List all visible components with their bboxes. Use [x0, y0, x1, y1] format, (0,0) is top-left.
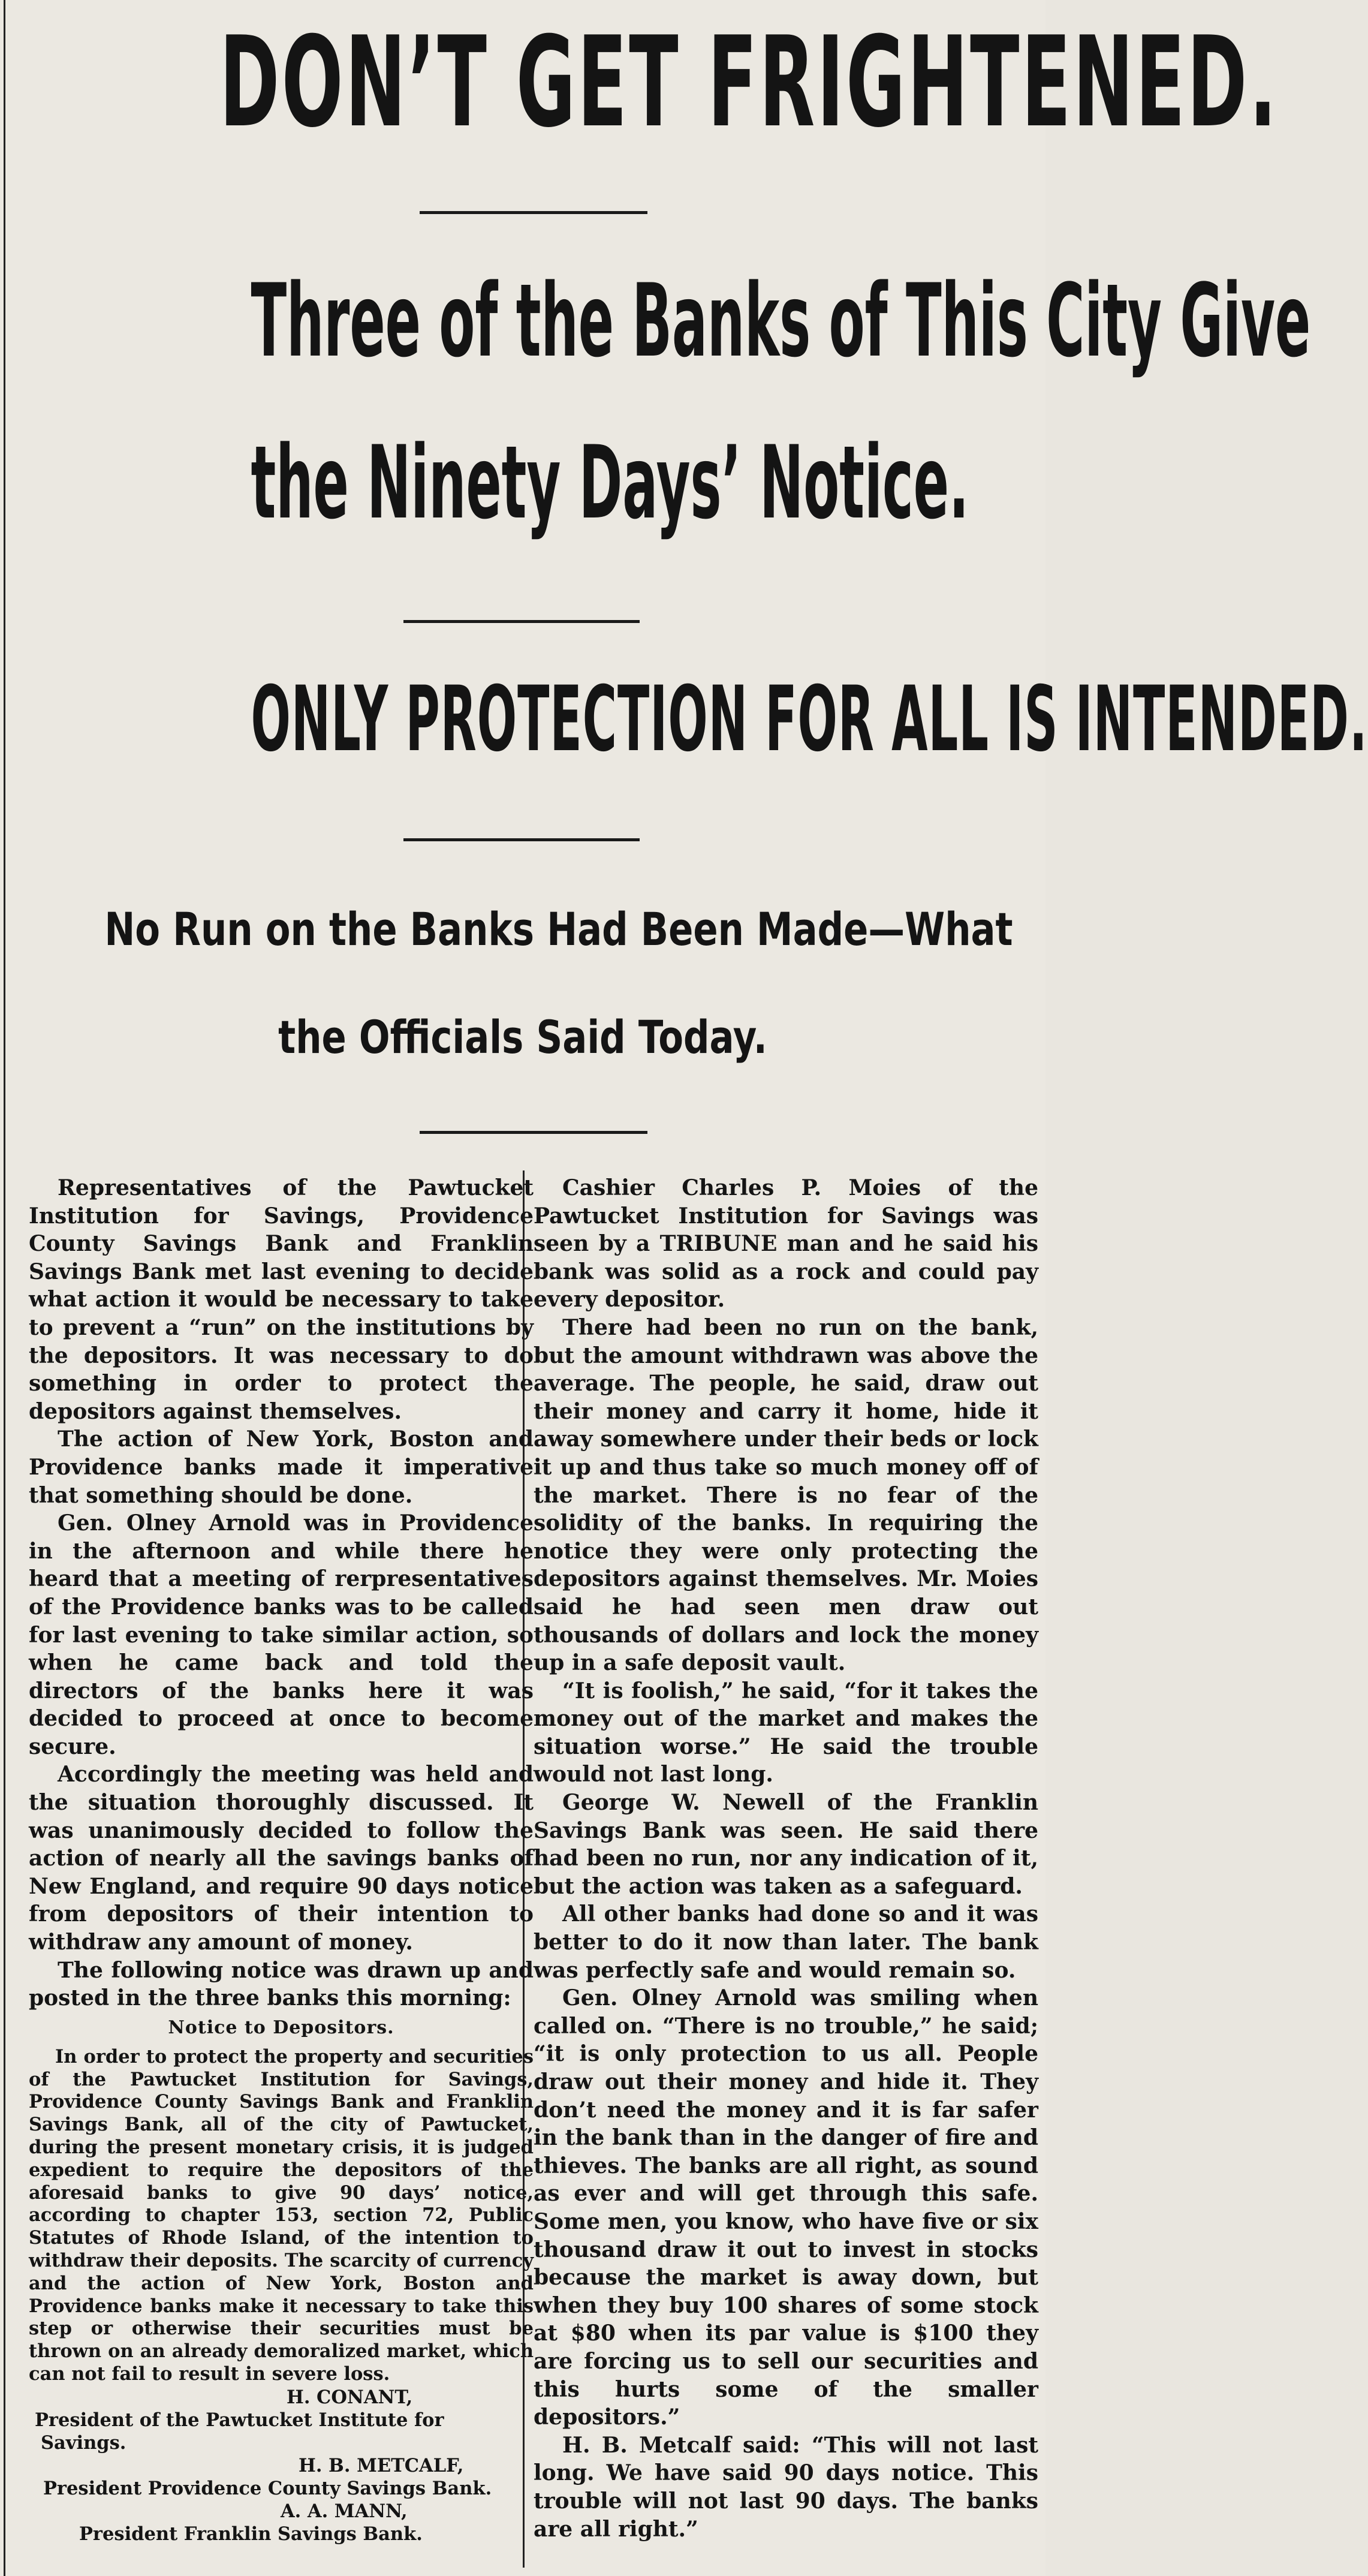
signature-conant-title: President of the Pawtucket Institute for	[35, 2409, 444, 2431]
signature-conant-name: H. CONANT,	[287, 2386, 413, 2408]
notice-body-block	[29, 2046, 534, 2386]
article-paragraph: Representatives of the Pawtucket Institution for Savings, Providence County Savings Bank and Franklin Savings Bank met last evening to decide what action it would be necessary to take to prevent a “run” on the institutions by the depositors. It was necessary to do something in order to protect the depositors against themselves.	[29, 1175, 534, 1424]
headline-rule	[420, 211, 647, 214]
second-deck-headline: ONLY PROTECTION FOR ALL IS INTENDED.	[251, 667, 1368, 772]
notice-title: Notice to Depositors.	[168, 2017, 394, 2038]
notice-body: In order to protect the property and securities of the Pawtucket Institution for Savings, Providence County Savings Bank and Franklin Savings Bank, all of the city of Pawtucket, during the present monetary crisis, it is judged expedient to require the depositors of the aforesaid banks to give 90 days’ notice, according to chapter 153, section 72, Public Statutes of Rhode Island, of the intention to withdraw their deposits. The scarcity of currency and the action of New York, Boston and Providence banks make it necessary to take this step or otherwise their securities must be thrown on an already demoralized market, which can not fail to result in severe loss.	[29, 2045, 534, 2385]
deck-rule	[403, 620, 640, 623]
deck-headline-line-2: the Ninety Days’ Notice.	[251, 424, 969, 541]
third-deck-line-1: No Run on the Banks Had Been Made—What	[104, 902, 1013, 956]
second-deck-rule	[403, 838, 640, 841]
article-paragraph: Gen. Olney Arnold was smiling when called on. “There is no trouble,” he said; “it is only protection to us all. People draw out their money and hide it. They don’t need the money and it is far safer in the bank than in the danger of fire and thieves. The banks are all right, as sound as ever and will get through this safe. Some men, you know, who have five or six thousand draw it out to invest in stocks because the market is away down, but when they buy 100 shares of some stock at $80 when its par value is $100 they are forcing us to sell our securities and this hurts some of the smaller depositors.”	[534, 1985, 1038, 2430]
right-column	[534, 1174, 1038, 2571]
article-paragraph: There had been no run on the bank, but the amount withdrawn was above the average. The people, he said, draw out their money and carry it home, hide it away somewhere under their beds or lock it up and thus take so much money off of the market. There is no fear of the solidity of the banks. In requiring the notice they were only protecting the depositors against themselves. Mr. Moies said he had seen men draw out thousands of dollars and lock the money up in a safe deposit vault.	[534, 1314, 1038, 1676]
signature-conant-title-cont: Savings.	[41, 2431, 126, 2454]
main-headline: DON’T GET FRIGHTENED.	[219, 10, 1279, 155]
signature-mann-title: President Franklin Savings Bank.	[79, 2523, 423, 2545]
page-border-line	[4, 0, 5, 2576]
article-paragraph: Cashier Charles P. Moies of the Pawtucket Institution for Savings was seen by a TRIBUNE man and he said his bank was solid as a rock and could pay every depositor.	[534, 1175, 1038, 1313]
article-paragraph: All other banks had done so and it was better to do it now than later. The bank was perfectly safe and would remain so.	[534, 1901, 1038, 1983]
third-deck-line-2: the Officials Said Today.	[278, 1010, 767, 1064]
third-deck-rule	[420, 1131, 647, 1134]
article-paragraph: The following notice was drawn up and posted in the three banks this morning:	[29, 1957, 534, 2011]
article-paragraph: Accordingly the meeting was held and the situation thoroughly discussed. It was unanimously decided to follow the action of nearly all the savings banks of New England, and require 90 days notice from depositors of their intention to withdraw any amount of money.	[29, 1762, 534, 1955]
left-column	[29, 1174, 534, 2571]
signature-metcalf-name: H. B. METCALF,	[299, 2454, 464, 2476]
article-paragraph: “It is foolish,” he said, “for it takes the money out of the market and makes the situation worse.” He said the trouble would not last long.	[534, 1678, 1038, 1787]
article-paragraph: The action of New York, Boston and Providence banks made it imperative that something should be done.	[29, 1427, 534, 1508]
signature-mann-name: A. A. MANN,	[281, 2500, 408, 2522]
deck-headline-line-1: Three of the Banks of This City Give	[251, 262, 1311, 380]
article-paragraph: H. B. Metcalf said: “This will not last long. We have said 90 days notice. This trouble will not last 90 days. The banks are all right.”	[534, 2432, 1038, 2542]
article-paragraph: George W. Newell of the Franklin Savings Bank was seen. He said there had been no run, nor any indication of it, but the action was taken as a safeguard.	[534, 1790, 1038, 1899]
signature-metcalf-title: President Providence County Savings Bank.	[43, 2477, 492, 2499]
article-paragraph: Gen. Olney Arnold was in Providence in the afternoon and while there he heard that a meeting of rerpresentatives of the Providence banks was to be called for last evening to take similar action, so when he came back and told the directors of the banks here it was decided to proceed at once to become secure.	[29, 1510, 534, 1759]
